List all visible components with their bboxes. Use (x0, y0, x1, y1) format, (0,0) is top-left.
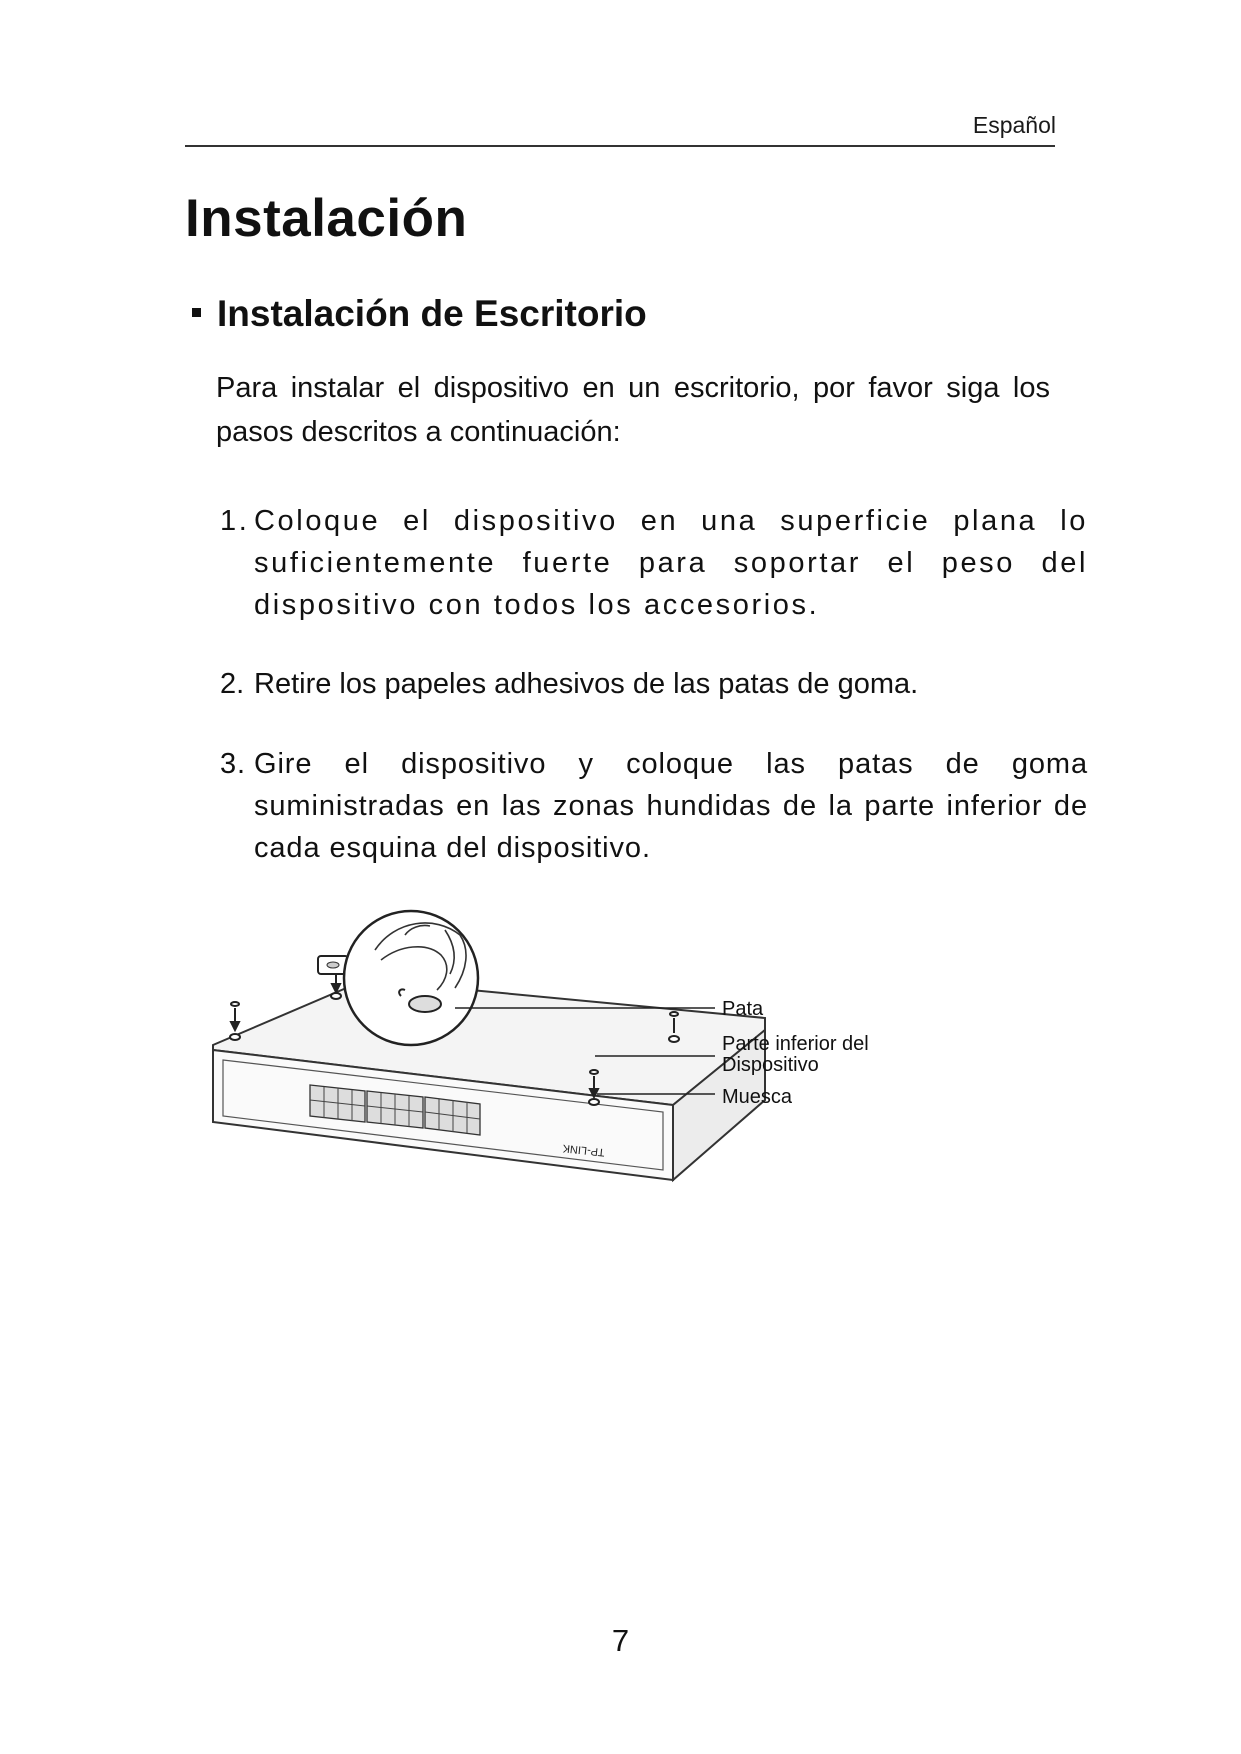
page-title: Instalación (185, 189, 468, 248)
step-item (218, 500, 1088, 626)
switch-illustration (205, 900, 985, 1200)
step-item (218, 663, 1088, 705)
rubber-foot-icon (409, 996, 441, 1012)
step-text: Coloque el dispositivo en una superficie plana lo suficientemente fuerte para soportar el peso del dispositivo con todos los accesorios. (254, 505, 1088, 621)
intro-paragraph: Para instalar el dispositivo en un escritorio, por favor siga los pasos descritos a continuación: (216, 372, 1050, 448)
callout-bottom-line1: Parte inferior del (722, 1033, 869, 1055)
page-number: 7 (611, 1623, 630, 1658)
installation-figure (205, 900, 985, 1200)
step-number: 1. (220, 505, 250, 537)
section-heading (192, 293, 647, 335)
step-item (218, 743, 1088, 869)
step-text: Retire los papeles adhesivos de las patas de goma. (254, 668, 919, 700)
callout-notch: Muesca (722, 1086, 793, 1108)
header-language: Español (972, 112, 1056, 138)
section-heading-text: Instalación de Escritorio (217, 293, 647, 334)
callout-foot: Pata (722, 998, 764, 1020)
step-number: 3. (220, 748, 246, 780)
callout-bottom-line2: Dispositivo (722, 1054, 819, 1076)
bullet-icon (192, 308, 201, 317)
header-divider (185, 145, 1055, 147)
step-text: Gire el dispositivo y coloque las patas de goma suministradas en las zonas hundidas de la parte inferior de cada esquina del dispositivo. (254, 748, 1088, 864)
step-number: 2. (220, 668, 245, 700)
brand-mark: TP-LINK (562, 1141, 606, 1159)
magnifier-circle (344, 911, 478, 1045)
